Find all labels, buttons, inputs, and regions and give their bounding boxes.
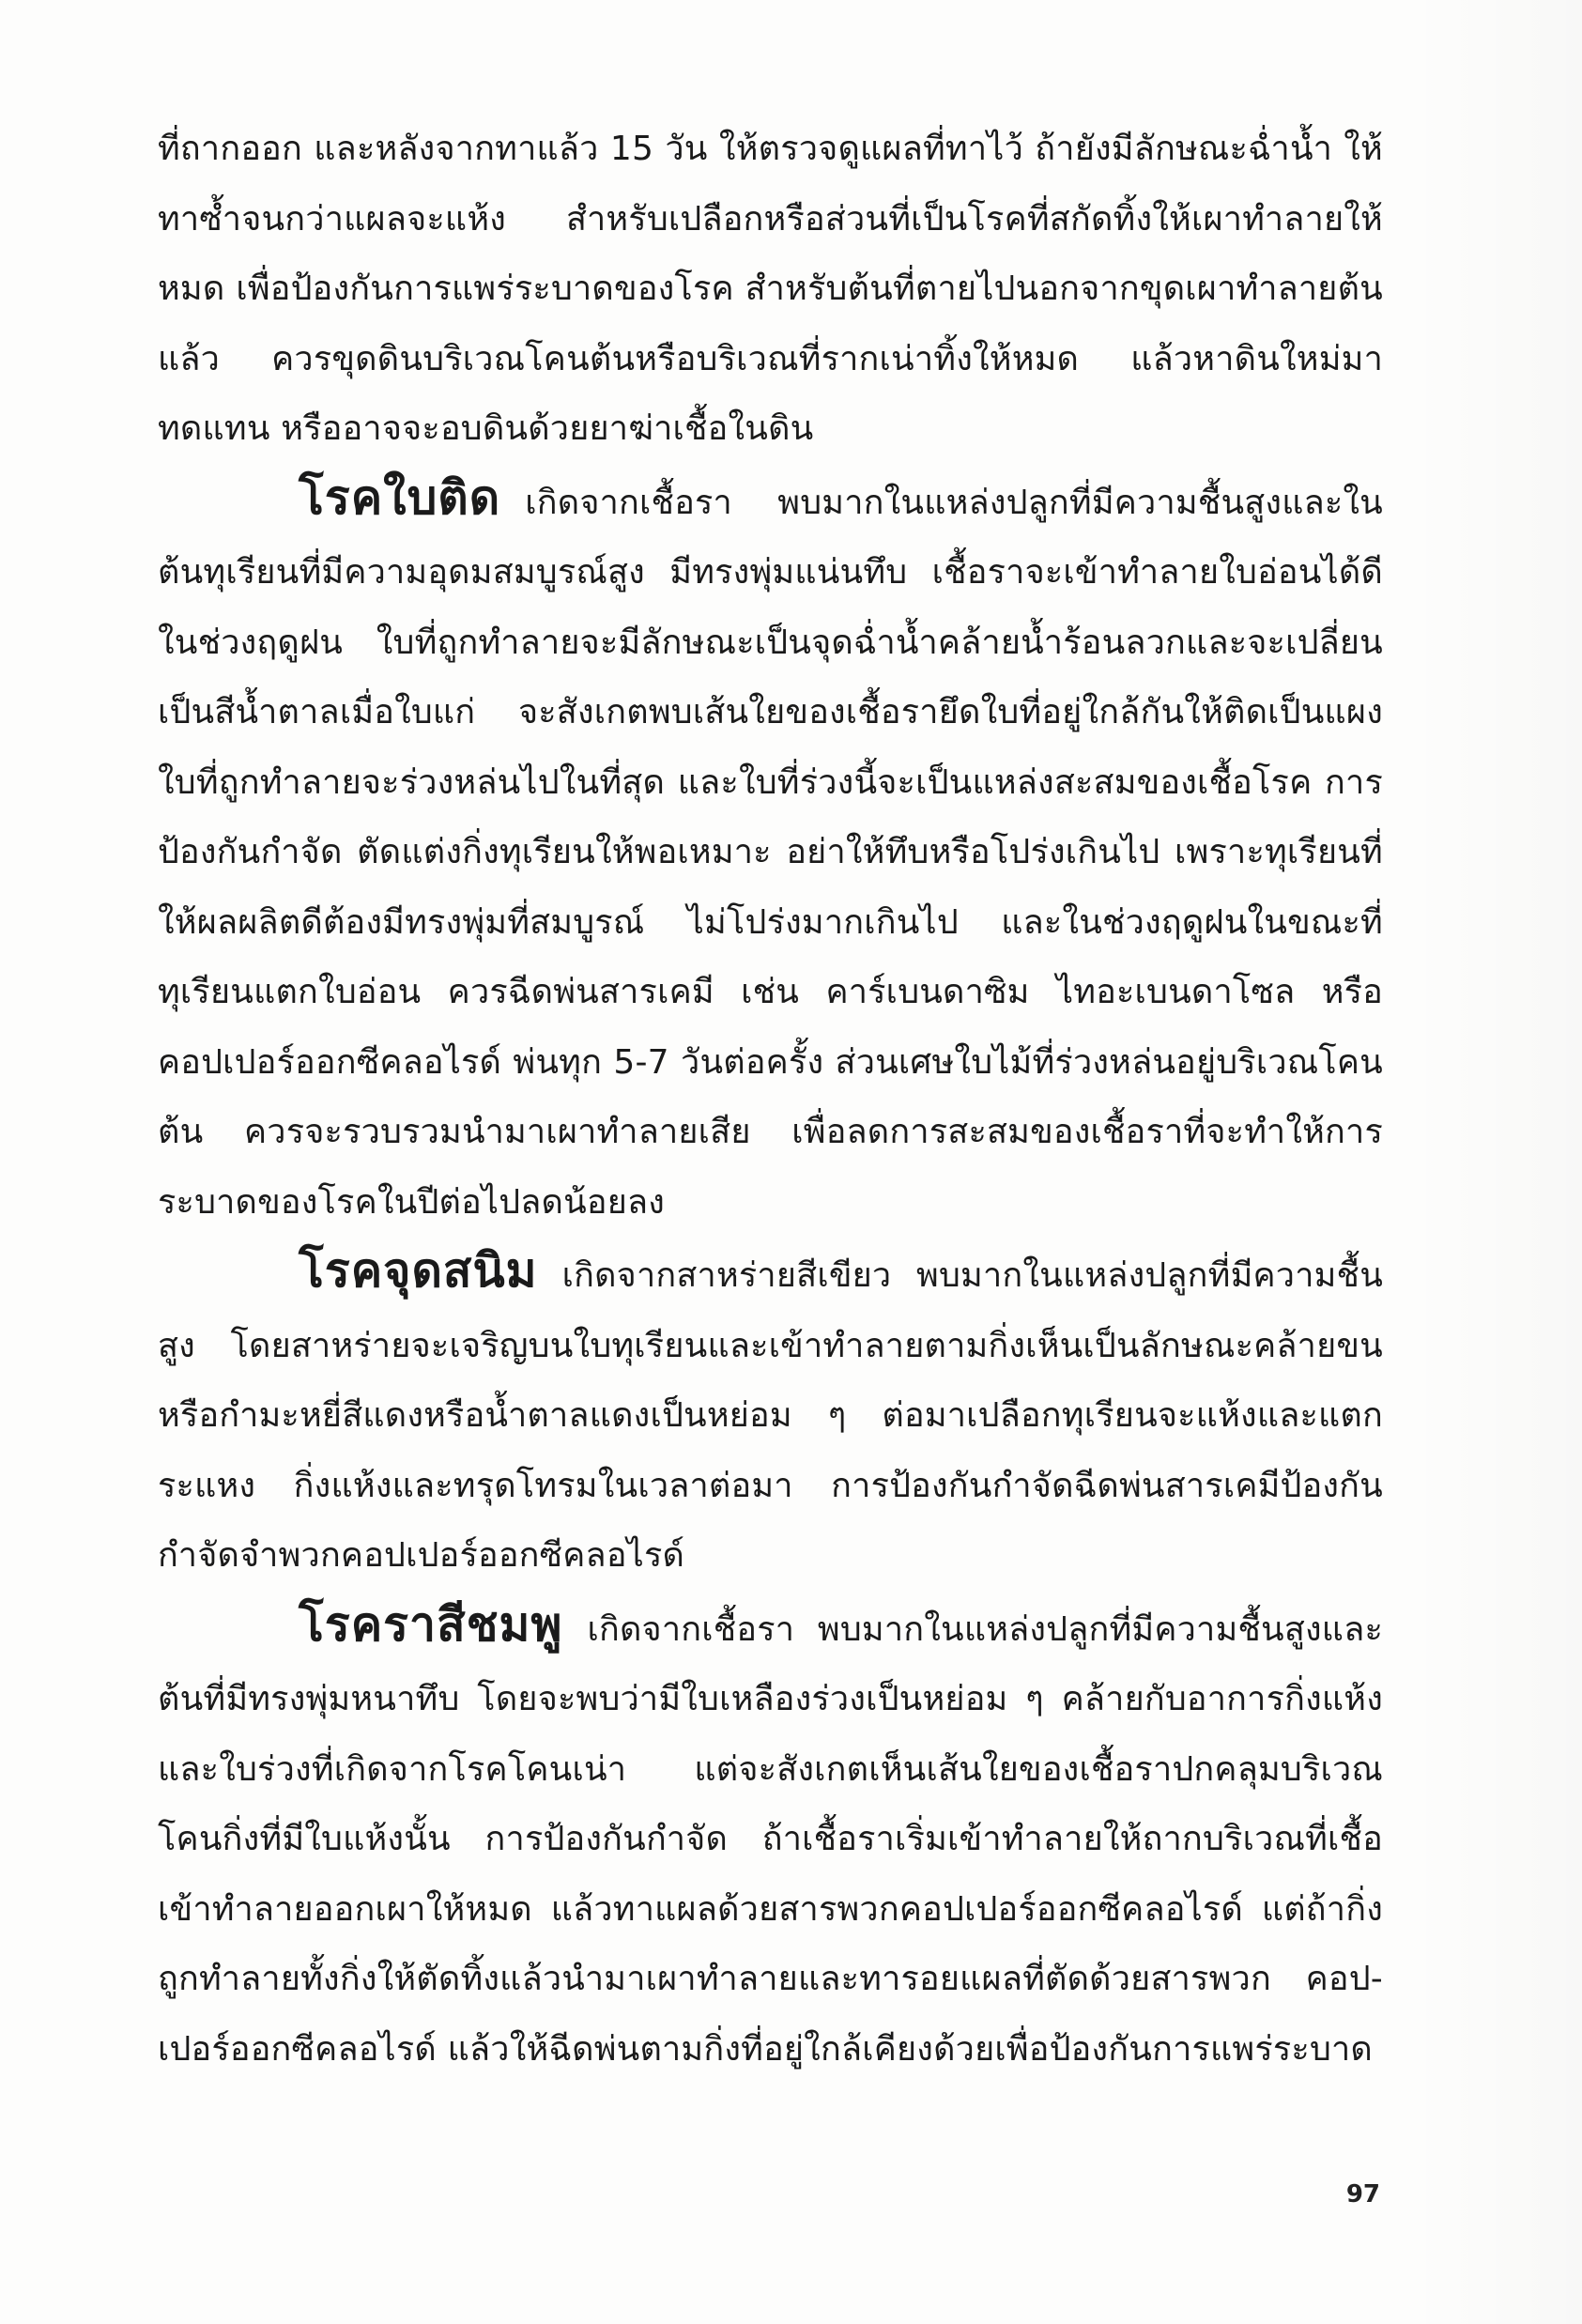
section-pink-disease (158, 1592, 1383, 2085)
heading-pink-disease: โรคราสีชมพู (299, 1596, 563, 1652)
body-text (158, 115, 1383, 2085)
scan-edge-shadow (1408, 0, 1582, 2324)
algal-rust-text: เกิดจากสาหร่ายสีเขียว พบมากในแหล่งปลูกที่มีความชื้นสูง โดยสาหร่ายจะเจริญบนใบทุเรียนและเข้าทำลายตามกิ่งเห็นเป็นลักษณะคล้ายขนหรือกำมะหยี่สีแดงหรือน้ำตาลแดงเป็นหย่อม ๆ ต่อมาเปลือกทุเรียนจะแห้งและแตกระแหง กิ่งแห้งและทรุดโทรมในเวลาต่อมา การป้องกันกำจัดฉีดพ่นสารเคมีป้องกันกำจัดจำพวกคอปเปอร์ออกซีคลอไรด์ (158, 1256, 1383, 1575)
leaf-blight-text: เกิดจากเชื้อรา พบมากในแหล่งปลูกที่มีความชื้นสูงและในต้นทุเรียนที่มีความอุดมสมบูรณ์สูง มีทรงพุ่มแน่นทึบ เชื้อราจะเข้าทำลายใบอ่อนได้ดี ในช่วงฤดูฝน ใบที่ถูกทำลายจะมีลักษณะเป็นจุดฉ่ำน้ำคล้ายน้ำร้อนลวกและจะเปลี่ยนเป็นสีน้ำตาลเมื่อใบแก่ จะสังเกตพบเส้นใยของเชื้อรายึดใบที่อยู่ใกล้กันให้ติดเป็นแผง ใบที่ถูกทำลายจะร่วงหล่นไปในที่สุด และใบที่ร่วงนี้จะเป็นแหล่งสะสมของเชื้อโรค การป้องกันกำจัด ตัดแต่งกิ่งทุเรียนให้พอเหมาะ อย่าให้ทึบหรือโปร่งเกินไป เพราะทุเรียนที่ให้ผลผลิตดีต้องมีทรงพุ่มที่สมบูรณ์ ไม่โปร่งมากเกินไป และในช่วงฤดูฝนในขณะที่ทุเรียนแตกใบอ่อน ควรฉีดพ่นสารเคมี เช่น คาร์เบนดาซิม ไทอะเบนดาโซล หรือคอปเปอร์ออกซีคลอไรด์ พ่นทุก 5-7 วันต่อครั้ง ส่วนเศษใบไม้ที่ร่วงหล่นอยู่บริเวณโคนต้น ควรจะรวบรวมนำมาเผาทำลายเสีย เพื่อลดการสะสมของเชื้อราที่จะทำให้การระบาดของโรคในปีต่อไปลดน้อยลง (158, 483, 1383, 1222)
section-algal-rust (158, 1238, 1383, 1592)
pink-disease-text: เกิดจากเชื้อรา พบมากในแหล่งปลูกที่มีความชื้นสูงและต้นที่มีทรงพุ่มหนาทึบ โดยจะพบว่ามีใบเหลืองร่วงเป็นหย่อม ๆ คล้ายกับอาการกิ่งแห้ง และใบร่วงที่เกิดจากโรคโคนเน่า แต่จะสังเกตเห็นเส้นใยของเชื้อราปกคลุมบริเวณโคนกิ่งที่มีใบแห้งนั้น การป้องกันกำจัด ถ้าเชื้อราเริ่มเข้าทำลายให้ถากบริเวณที่เชื้อเข้าทำลายออกเผาให้หมด แล้วทาแผลด้วยสารพวกคอปเปอร์ออกซีคลอไรด์ แต่ถ้ากิ่งถูกทำลายทั้งกิ่งให้ตัดทิ้งแล้วนำมาเผาทำลายและทารอยแผลที่ตัดด้วยสารพวก คอป-เปอร์ออกซีคลอไรด์ แล้วให้ฉีดพ่นตามกิ่งที่อยู่ใกล้เคียงด้วยเพื่อป้องกันการแพร่ระบาด (158, 1609, 1383, 2069)
paragraph-continuation: ที่ถากออก และหลังจากทาแล้ว 15 วัน ให้ตรวจดูแผลที่ทาไว้ ถ้ายังมีลักษณะฉ่ำน้ำ ให้ทาซ้ำจนกว่าแผลจะแห้ง สำหรับเปลือกหรือส่วนที่เป็นโรคที่สกัดทิ้งให้เผาทำลายให้หมด เพื่อป้องกันการแพร่ระบาดของโรค สำหรับต้นที่ตายไปนอกจากขุดเผาทำลายต้นแล้ว ควรขุดดินบริเวณโคนต้นหรือบริเวณที่รากเน่าทิ้งให้หมด แล้วหาดินใหม่มาทดแทน หรืออาจจะอบดินด้วยยาฆ่าเชื้อในดิน (158, 130, 1383, 448)
heading-algal-rust: โรคจุดสนิม (299, 1243, 538, 1298)
page-number: 97 (1345, 2180, 1380, 2209)
section-leaf-blight (158, 465, 1383, 1239)
heading-leaf-blight: โรคใบติด (299, 469, 501, 525)
